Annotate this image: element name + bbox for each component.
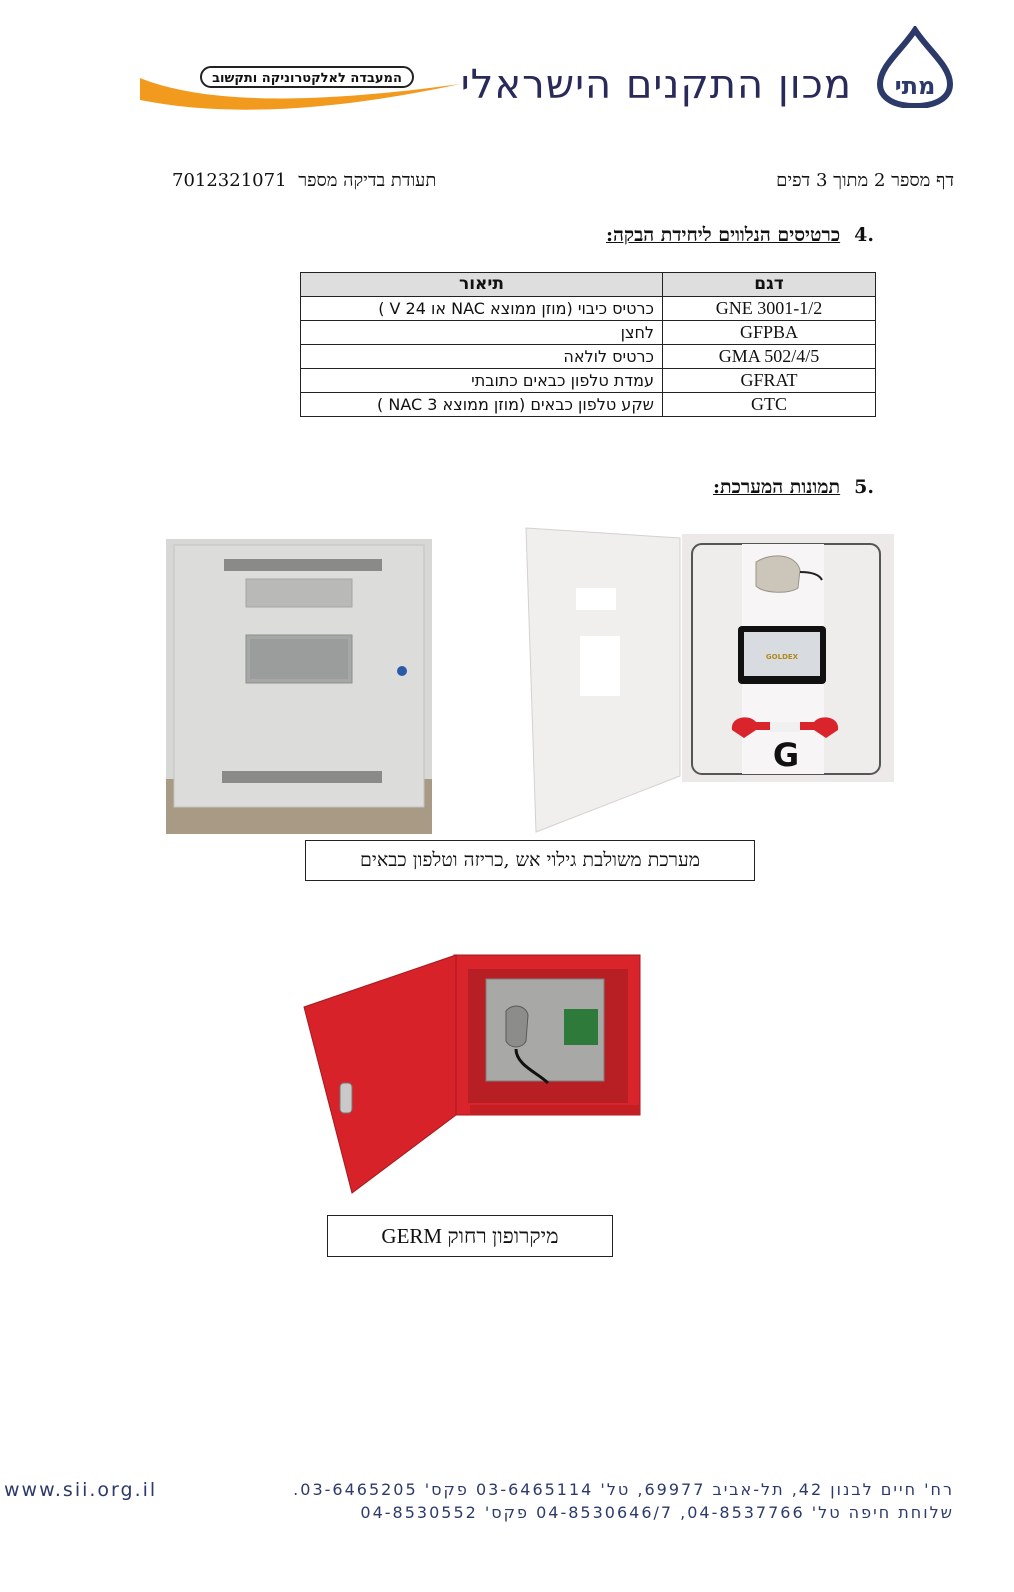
section-5-title: תמונות המערכת: (713, 476, 841, 498)
table-header-row (301, 273, 876, 297)
row-model: GFPBA (663, 321, 876, 345)
remote-microphone-icon (506, 1006, 528, 1047)
table-row (301, 393, 876, 417)
table-row (301, 321, 876, 345)
screen-brand: GOLDEX (765, 653, 799, 661)
row-description: לחצן (301, 321, 663, 345)
cards-table (300, 272, 876, 417)
row-description: כרטיס לולאה (301, 345, 663, 369)
certificate-line (166, 170, 436, 191)
row-description: עמדת טלפון כבאים כתובתי (301, 369, 663, 393)
door-handle-icon (340, 1083, 352, 1113)
row-model: GNE 3001-1/2 (663, 297, 876, 321)
lab-name-badge: המעבדה לאלקטרוניקה ותקשוב (200, 66, 414, 88)
white-open-cabinet-photo (524, 526, 896, 834)
row-description: שקע טלפון כבאים (מוזן ממוצא 3 NAC ) (301, 393, 663, 417)
certificate-label: תעודת בדיקה מספר (298, 170, 437, 191)
website-link[interactable]: www.sii.org.il (4, 1479, 158, 1501)
table-row (301, 369, 876, 393)
red-cabinet-photo (302, 953, 644, 1195)
page-number: דף מספר 2 מתוך 3 דפים (776, 170, 954, 191)
section-5-heading (713, 476, 874, 499)
sii-logo-icon (874, 26, 956, 108)
footer-address: רח' חיים לבנון 42, תל-אביב 69977, טל' 03-6465114 פקס' 03-6465205. (293, 1480, 954, 1499)
grey-cabinet-photo (166, 539, 432, 834)
certificate-number: 7012321071 (172, 170, 287, 191)
table-row (301, 345, 876, 369)
institute-name: מכון התקנים הישראלי (460, 62, 852, 108)
section-5-number: .5 (854, 476, 874, 498)
header-description: תיאור (301, 273, 663, 297)
circuit-board-icon (564, 1009, 598, 1045)
caption-remote-microphone: מיקרופון רחוק GERM (327, 1215, 613, 1257)
row-model: GFRAT (663, 369, 876, 393)
header-model: דגם (663, 273, 876, 297)
section-4-heading (606, 224, 874, 247)
table-row (301, 297, 876, 321)
panel-brand-letter: G (772, 736, 800, 774)
row-description: כרטיס כיבוי (מוזן ממוצא NAC או V 24 ) (301, 297, 663, 321)
footer-haifa-branch: שלוחת חיפה טל' 04-8537766, 04-8530646/7 פקס' 04-8530552 (360, 1503, 954, 1522)
section-4-number: .4 (854, 224, 874, 246)
logo-text: מתי (894, 72, 936, 100)
caption-combined-system: מערכת משולבת גילוי אש ,כריזה וטלפון כבאים (305, 840, 755, 881)
section-4-title: כרטיסים הנלווים ליחידת הבקה: (605, 224, 841, 246)
microphone-icon (756, 556, 800, 592)
row-model: GMA 502/4/5 (663, 345, 876, 369)
row-model: GTC (663, 393, 876, 417)
